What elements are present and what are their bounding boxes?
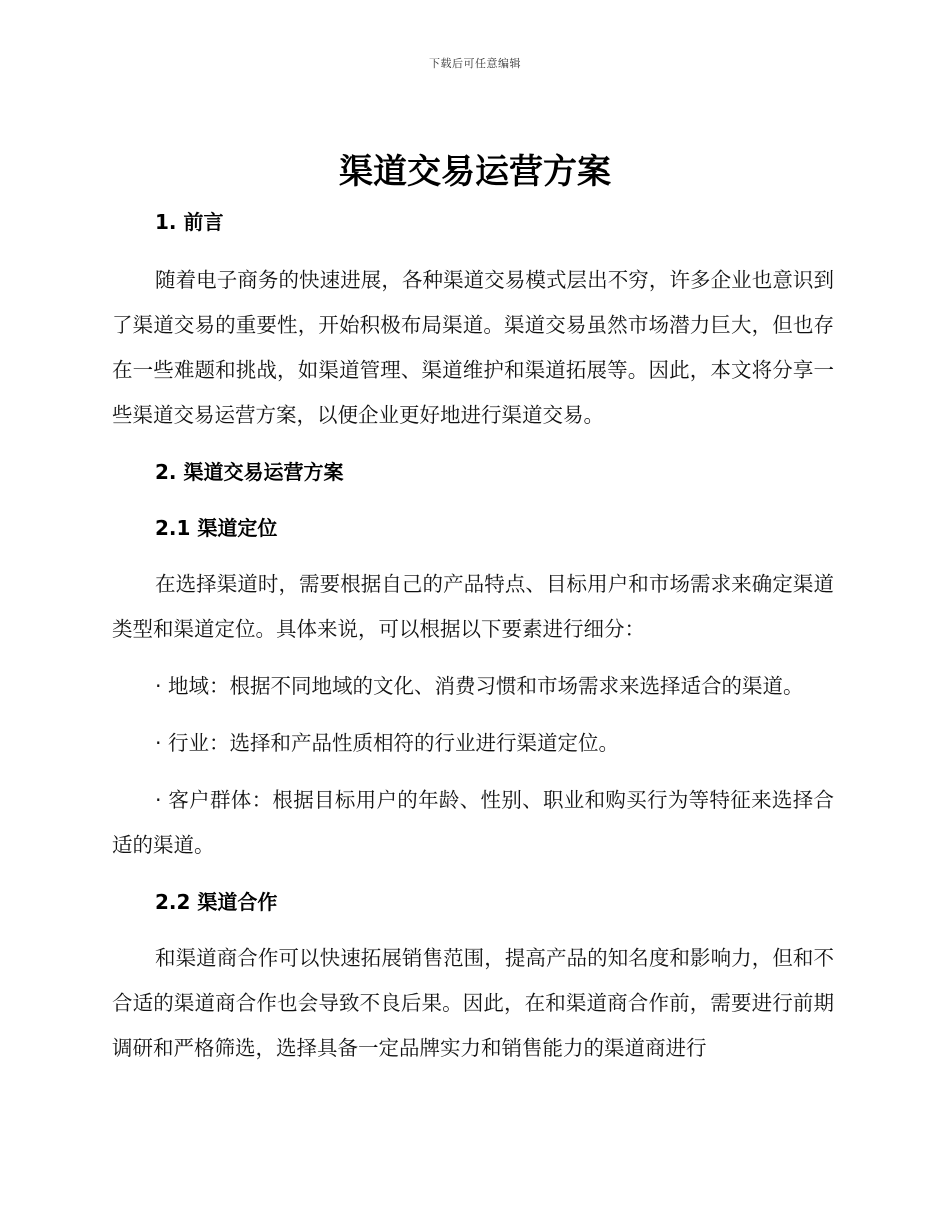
bullet-industry: · 行业：选择和产品性质相符的行业进行渠道定位。 xyxy=(155,731,620,755)
bullet-region: · 地域：根据不同地域的文化、消费习惯和市场需求来选择适合的渠道。 xyxy=(155,674,804,698)
cooperation-paragraph: 和渠道商合作可以快速拓展销售范围，提高产品的知名度和影响力，但和不合适的渠道商合作也会导致不良后果。因此，在和渠道商合作前，需要进行前期调研和严格筛选，选择具备一定品牌实力和销售能力的渠道商进行 xyxy=(112,946,834,1060)
bullet-customer-group: · 客户群体：根据目标用户的年龄、性别、职业和购买行为等特征来选择合适的渠道。 xyxy=(112,788,834,857)
document-body xyxy=(112,200,834,1071)
intro-paragraph: 随着电子商务的快速进展，各种渠道交易模式层出不穷，许多企业也意识到了渠道交易的重要性，开始积极布局渠道。渠道交易虽然市场潜力巨大，但也存在一些难题和挑战，如渠道管理、渠道维护和渠道拓展等。因此，本文将分享一些渠道交易运营方案，以便企业更好地进行渠道交易。 xyxy=(112,268,834,427)
page-header-note: 下载后可任意编辑 xyxy=(429,57,521,70)
section-heading-plan: 2. 渠道交易运营方案 xyxy=(155,460,344,484)
section-heading-cooperation: 2.2 渠道合作 xyxy=(155,890,278,914)
document-title: 渠道交易运营方案 xyxy=(339,152,611,192)
section-heading-intro: 1. 前言 xyxy=(155,210,224,234)
positioning-paragraph: 在选择渠道时，需要根据自己的产品特点、目标用户和市场需求来确定渠道类型和渠道定位。具体来说，可以根据以下要素进行细分： xyxy=(112,572,834,641)
section-heading-positioning: 2.1 渠道定位 xyxy=(155,516,278,540)
